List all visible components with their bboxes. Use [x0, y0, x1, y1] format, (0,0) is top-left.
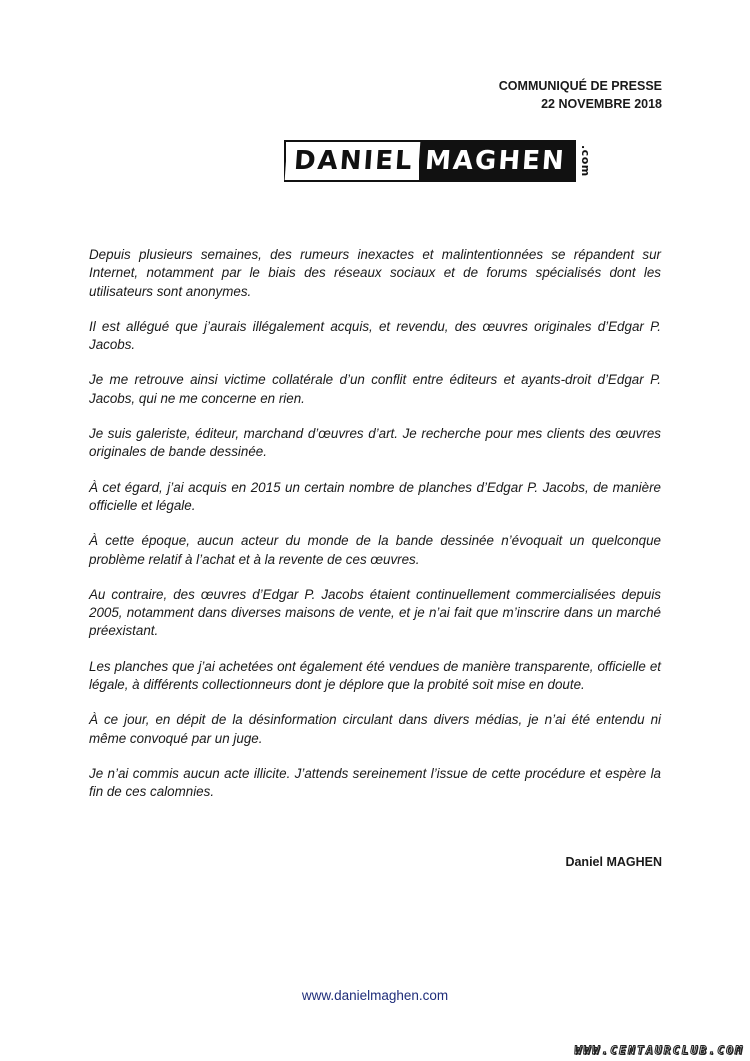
daniel-maghen-logo: [284, 139, 592, 183]
logo-part-maghen-text: MAGHEN: [424, 146, 568, 176]
logo-part-daniel: DANIEL: [285, 142, 421, 180]
paragraph: Les planches que j’ai achetées ont également été vendues de manière transparente, officielle et légale, à différents collectionneurs dont je déplore que la probité soit mise en doute.: [89, 658, 661, 693]
paragraph: À ce jour, en dépit de la désinformation circulant dans divers médias, je n’ai été entendu ni même convoqué par un juge.: [89, 712, 661, 746]
logo-suffix: .com: [579, 145, 593, 177]
paragraph: Il est allégué que j’aurais illégalement acquis, et revendu, des œuvres originales d’Edgar P. Jacobs.: [89, 318, 661, 353]
paragraph: Depuis plusieurs semaines, des rumeurs inexactes et malintentionnées se répandent sur Internet, notamment par le biais des réseaux sociaux et de forums spécialisés dont les utilisateurs sont anonymes.: [89, 247, 661, 299]
paragraph: Je me retrouve ainsi victime collatérale d’un conflit entre éditeurs et ayants-droit d’Edgar P. Jacobs, qui ne me concerne en rien.: [89, 372, 661, 406]
statement-body: [89, 246, 661, 819]
release-date: 22 NOVEMBRE 2018: [541, 97, 662, 111]
logo-box: [284, 140, 576, 182]
watermark: WWW.CENTAURCLUB.COM: [574, 1043, 744, 1057]
document-type: COMMUNIQUÉ DE PRESSE: [498, 79, 662, 93]
press-release-header: [499, 77, 662, 113]
paragraph: À cette époque, aucun acteur du monde de la bande dessinée n’évoquait un quelconque problème relatif à l’achat et à la revente de ces œuvres.: [89, 533, 661, 567]
paragraph: Au contraire, des œuvres d’Edgar P. Jacobs étaient continuellement commercialisées depuis 2005, notamment dans diverses maisons de vente, et je n’ai fait que m’inscrire dans un marché préexistant.: [89, 586, 661, 639]
paragraph: Je n’ai commis aucun acte illicite. J’attends sereinement l’issue de cette procédure et espère la fin de ces calomnies.: [89, 765, 661, 800]
signature: Daniel MAGHEN: [565, 855, 662, 869]
logo-part-maghen: [419, 142, 574, 180]
paragraph: Je suis galeriste, éditeur, marchand d’œuvres d’art. Je recherche pour mes clients des œuvres originales de bande dessinée.: [89, 426, 661, 460]
paragraph: À cet égard, j’ai acquis en 2015 un certain nombre de planches d’Edgar P. Jacobs, de manière officielle et légale.: [89, 479, 661, 513]
website-link[interactable]: www.danielmaghen.com: [301, 988, 449, 1003]
